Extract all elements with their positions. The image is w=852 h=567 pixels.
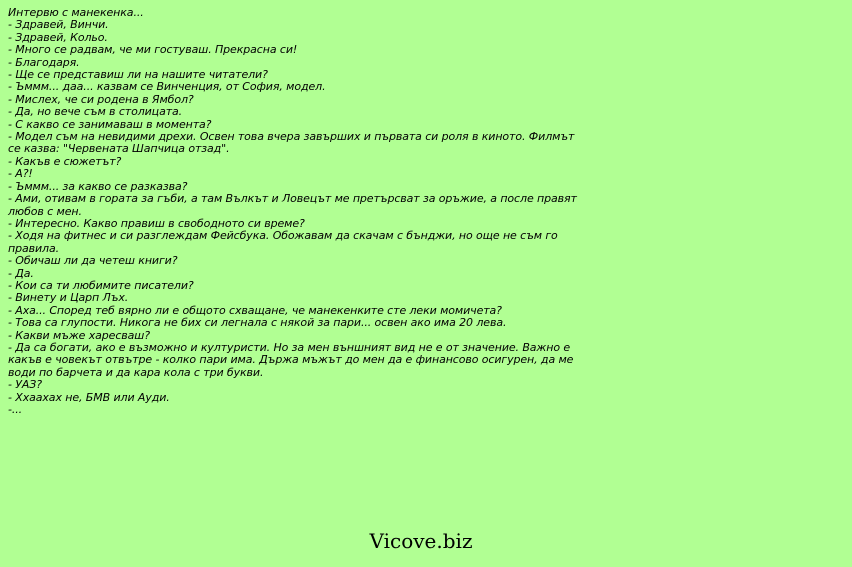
dialogue-line: - Ще се представиш ли на нашите читатели? bbox=[8, 68, 268, 82]
dialogue-line: - Благодаря. bbox=[8, 55, 80, 69]
dialogue-line: - Много се радвам, че ми гостуваш. Прекрасна си! bbox=[8, 43, 298, 57]
dialogue-line: - Обичаш ли да четеш книги? bbox=[8, 254, 178, 268]
dialogue-line: - Модел съм на невидими дрехи. Освен това вчера завърших и първата си роля в киното. Филмът се казва: "Червената Шапчица отзад". bbox=[8, 130, 575, 156]
joke-text-block bbox=[8, 7, 588, 416]
dialogue-line: - Ххаахах не, БМВ или Ауди. bbox=[8, 390, 170, 404]
dialogue-line: - Интересно. Какво правиш в свободното си време? bbox=[8, 216, 305, 230]
dialogue-line: - Ъммм... даа... казвам се Винченция, от София, модел. bbox=[8, 80, 326, 94]
dialogue-line: - Да, но вече съм в столицата. bbox=[8, 105, 183, 119]
dialogue-line: - Какъв е сюжетът? bbox=[8, 154, 122, 168]
dialogue-line: - Здравей, Винчи. bbox=[8, 18, 109, 32]
dialogue-line: - Ходя на фитнес и си разглеждам Фейсбука. Обожавам да скачам с бънджи, но още не съм го правила. bbox=[8, 229, 558, 255]
site-watermark: Vicove.biz bbox=[369, 529, 473, 553]
dialogue-line: - Аха... Според теб вярно ли е общото схващане, че манекенките сте леки момичета? bbox=[8, 303, 502, 317]
dialogue-line: - УАЗ? bbox=[8, 378, 42, 392]
dialogue-line: - Кои са ти любимите писатели? bbox=[8, 278, 194, 292]
dialogue-line: - Мислех, че си родена в Ямбол? bbox=[8, 92, 194, 106]
dialogue-line: - Винету и Царп Лъх. bbox=[8, 291, 129, 305]
dialogue-line: - Ами, отивам в гората за гъби, а там Вълкът и Ловецът ме претърсват за оръжие, а после правят любов с мен. bbox=[8, 192, 577, 218]
dialogue-line: - Да. bbox=[8, 266, 34, 280]
dialogue-line: - Ъммм... за какво се разказва? bbox=[8, 179, 188, 193]
dialogue-line: - А?! bbox=[8, 167, 33, 181]
dialogue-line: -... bbox=[8, 403, 23, 416]
dialogue-line: - Какви мъже харесваш? bbox=[8, 328, 151, 342]
dialogue-line: - Да са богати, ако е възможно и културисти. Но за мен външният вид не е от значение. Важно е какъв е човекът отвътре - колко пари има. Държа мъжът до мен да е финансово осигурен, да ме води по барчета и да кара кола с три букви. bbox=[8, 340, 574, 379]
dialogue-line: - Здравей, Кольо. bbox=[8, 30, 108, 44]
dialogue-line: - Това са глупости. Никога не бих си легнала с някой за пари... освен ако има 20 лева. bbox=[8, 316, 507, 330]
dialogue-line: - С какво се занимаваш в момента? bbox=[8, 117, 212, 131]
joke-title: Интервю с манекенка... bbox=[8, 6, 144, 19]
